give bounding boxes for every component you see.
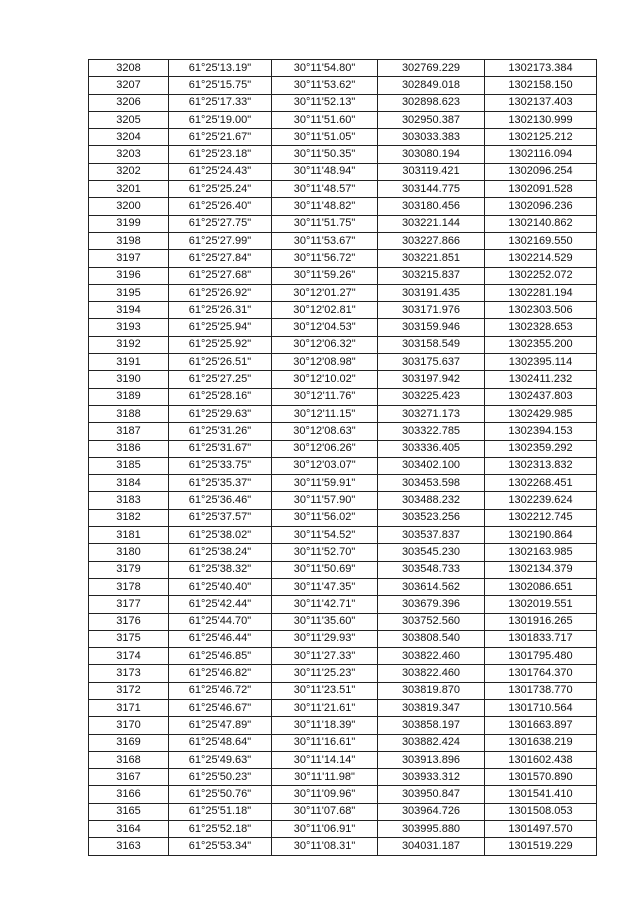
latitude-cell: 61°25'38.24" bbox=[169, 544, 272, 561]
longitude-cell: 30°11'07.68" bbox=[272, 803, 378, 820]
x-coordinate-cell: 303336.405 bbox=[378, 440, 485, 457]
latitude-cell: 61°25'26.31" bbox=[169, 302, 272, 319]
x-coordinate-cell: 303175.637 bbox=[378, 354, 485, 371]
x-coordinate-cell: 303119.421 bbox=[378, 163, 485, 180]
table-row bbox=[89, 94, 597, 111]
x-coordinate-cell: 303950.847 bbox=[378, 786, 485, 803]
longitude-cell: 30°11'11.98" bbox=[272, 769, 378, 786]
x-coordinate-cell: 303221.144 bbox=[378, 215, 485, 232]
longitude-cell: 30°12'02.81" bbox=[272, 302, 378, 319]
x-coordinate-cell: 303913.896 bbox=[378, 751, 485, 768]
latitude-cell: 61°25'38.32" bbox=[169, 561, 272, 578]
latitude-cell: 61°25'50.23" bbox=[169, 769, 272, 786]
latitude-cell: 61°25'49.63" bbox=[169, 751, 272, 768]
longitude-cell: 30°11'51.75" bbox=[272, 215, 378, 232]
point-number-cell: 3178 bbox=[89, 578, 169, 595]
table-row bbox=[89, 388, 597, 405]
x-coordinate-cell: 303752.560 bbox=[378, 613, 485, 630]
table-row bbox=[89, 492, 597, 509]
y-coordinate-cell: 1302313.832 bbox=[485, 457, 597, 474]
y-coordinate-cell: 1302019.551 bbox=[485, 596, 597, 613]
point-number-cell: 3166 bbox=[89, 786, 169, 803]
longitude-cell: 30°11'52.13" bbox=[272, 94, 378, 111]
longitude-cell: 30°11'50.69" bbox=[272, 561, 378, 578]
latitude-cell: 61°25'26.51" bbox=[169, 354, 272, 371]
point-number-cell: 3190 bbox=[89, 371, 169, 388]
y-coordinate-cell: 1302137.403 bbox=[485, 94, 597, 111]
point-number-cell: 3202 bbox=[89, 163, 169, 180]
table-row bbox=[89, 111, 597, 128]
x-coordinate-cell: 303215.837 bbox=[378, 267, 485, 284]
table-row bbox=[89, 769, 597, 786]
y-coordinate-cell: 1301738.770 bbox=[485, 682, 597, 699]
x-coordinate-cell: 303819.870 bbox=[378, 682, 485, 699]
x-coordinate-cell: 303808.540 bbox=[378, 630, 485, 647]
x-coordinate-cell: 303882.424 bbox=[378, 734, 485, 751]
point-number-cell: 3189 bbox=[89, 388, 169, 405]
point-number-cell: 3204 bbox=[89, 129, 169, 146]
x-coordinate-cell: 303523.256 bbox=[378, 509, 485, 526]
table-row bbox=[89, 284, 597, 301]
table-row bbox=[89, 405, 597, 422]
x-coordinate-cell: 303402.100 bbox=[378, 457, 485, 474]
y-coordinate-cell: 1301710.564 bbox=[485, 699, 597, 716]
longitude-cell: 30°11'27.33" bbox=[272, 648, 378, 665]
y-coordinate-cell: 1302303.506 bbox=[485, 302, 597, 319]
table-row bbox=[89, 734, 597, 751]
point-number-cell: 3185 bbox=[89, 457, 169, 474]
table-row bbox=[89, 786, 597, 803]
longitude-cell: 30°11'59.91" bbox=[272, 475, 378, 492]
longitude-cell: 30°11'52.70" bbox=[272, 544, 378, 561]
longitude-cell: 30°11'48.57" bbox=[272, 181, 378, 198]
longitude-cell: 30°11'25.23" bbox=[272, 665, 378, 682]
longitude-cell: 30°11'53.62" bbox=[272, 77, 378, 94]
latitude-cell: 61°25'25.94" bbox=[169, 319, 272, 336]
x-coordinate-cell: 303191.435 bbox=[378, 284, 485, 301]
point-number-cell: 3206 bbox=[89, 94, 169, 111]
longitude-cell: 30°11'35.60" bbox=[272, 613, 378, 630]
x-coordinate-cell: 303822.460 bbox=[378, 648, 485, 665]
latitude-cell: 61°25'48.64" bbox=[169, 734, 272, 751]
y-coordinate-cell: 1302125.212 bbox=[485, 129, 597, 146]
longitude-cell: 30°12'11.15" bbox=[272, 405, 378, 422]
table-row bbox=[89, 232, 597, 249]
longitude-cell: 30°11'51.05" bbox=[272, 129, 378, 146]
y-coordinate-cell: 1302395.114 bbox=[485, 354, 597, 371]
point-number-cell: 3201 bbox=[89, 181, 169, 198]
point-number-cell: 3186 bbox=[89, 440, 169, 457]
x-coordinate-cell: 303933.312 bbox=[378, 769, 485, 786]
longitude-cell: 30°11'06.91" bbox=[272, 821, 378, 838]
y-coordinate-cell: 1302086.651 bbox=[485, 578, 597, 595]
y-coordinate-cell: 1302252.072 bbox=[485, 267, 597, 284]
table-row bbox=[89, 354, 597, 371]
latitude-cell: 61°25'21.67" bbox=[169, 129, 272, 146]
y-coordinate-cell: 1302130.999 bbox=[485, 111, 597, 128]
x-coordinate-cell: 303271.173 bbox=[378, 405, 485, 422]
table-row bbox=[89, 302, 597, 319]
table-row bbox=[89, 198, 597, 215]
point-number-cell: 3176 bbox=[89, 613, 169, 630]
x-coordinate-cell: 303159.946 bbox=[378, 319, 485, 336]
longitude-cell: 30°11'16.61" bbox=[272, 734, 378, 751]
longitude-cell: 30°11'48.82" bbox=[272, 198, 378, 215]
longitude-cell: 30°11'50.35" bbox=[272, 146, 378, 163]
y-coordinate-cell: 1301508.053 bbox=[485, 803, 597, 820]
table-row bbox=[89, 699, 597, 716]
x-coordinate-cell: 302849.018 bbox=[378, 77, 485, 94]
longitude-cell: 30°11'09.96" bbox=[272, 786, 378, 803]
table-row bbox=[89, 371, 597, 388]
point-number-cell: 3195 bbox=[89, 284, 169, 301]
x-coordinate-cell: 303453.598 bbox=[378, 475, 485, 492]
table-row bbox=[89, 146, 597, 163]
point-number-cell: 3170 bbox=[89, 717, 169, 734]
y-coordinate-cell: 1302158.150 bbox=[485, 77, 597, 94]
latitude-cell: 61°25'27.25" bbox=[169, 371, 272, 388]
y-coordinate-cell: 1302096.236 bbox=[485, 198, 597, 215]
longitude-cell: 30°12'01.27" bbox=[272, 284, 378, 301]
point-number-cell: 3193 bbox=[89, 319, 169, 336]
latitude-cell: 61°25'46.72" bbox=[169, 682, 272, 699]
longitude-cell: 30°11'21.61" bbox=[272, 699, 378, 716]
latitude-cell: 61°25'27.68" bbox=[169, 267, 272, 284]
longitude-cell: 30°11'54.52" bbox=[272, 527, 378, 544]
y-coordinate-cell: 1302328.653 bbox=[485, 319, 597, 336]
table-row bbox=[89, 336, 597, 353]
latitude-cell: 61°25'47.89" bbox=[169, 717, 272, 734]
table-row bbox=[89, 717, 597, 734]
table-row bbox=[89, 77, 597, 94]
longitude-cell: 30°11'29.93" bbox=[272, 630, 378, 647]
table-row bbox=[89, 613, 597, 630]
x-coordinate-cell: 303995.880 bbox=[378, 821, 485, 838]
longitude-cell: 30°11'42.71" bbox=[272, 596, 378, 613]
x-coordinate-cell: 303858.197 bbox=[378, 717, 485, 734]
latitude-cell: 61°25'19.00" bbox=[169, 111, 272, 128]
latitude-cell: 61°25'51.18" bbox=[169, 803, 272, 820]
x-coordinate-cell: 303322.785 bbox=[378, 423, 485, 440]
y-coordinate-cell: 1302116.094 bbox=[485, 146, 597, 163]
x-coordinate-cell: 303819.347 bbox=[378, 699, 485, 716]
table-row bbox=[89, 630, 597, 647]
latitude-cell: 61°25'42.44" bbox=[169, 596, 272, 613]
table-row bbox=[89, 561, 597, 578]
x-coordinate-cell: 304031.187 bbox=[378, 838, 485, 855]
x-coordinate-cell: 303614.562 bbox=[378, 578, 485, 595]
y-coordinate-cell: 1301663.897 bbox=[485, 717, 597, 734]
table-row bbox=[89, 267, 597, 284]
latitude-cell: 61°25'50.76" bbox=[169, 786, 272, 803]
longitude-cell: 30°11'59.26" bbox=[272, 267, 378, 284]
table-row bbox=[89, 181, 597, 198]
point-number-cell: 3200 bbox=[89, 198, 169, 215]
latitude-cell: 61°25'27.75" bbox=[169, 215, 272, 232]
longitude-cell: 30°11'47.35" bbox=[272, 578, 378, 595]
y-coordinate-cell: 1302212.745 bbox=[485, 509, 597, 526]
longitude-cell: 30°12'06.32" bbox=[272, 336, 378, 353]
longitude-cell: 30°11'54.80" bbox=[272, 60, 378, 77]
longitude-cell: 30°11'23.51" bbox=[272, 682, 378, 699]
x-coordinate-cell: 303033.383 bbox=[378, 129, 485, 146]
table-row bbox=[89, 509, 597, 526]
coordinates-table bbox=[88, 59, 597, 856]
latitude-cell: 61°25'27.99" bbox=[169, 232, 272, 249]
y-coordinate-cell: 1302411.232 bbox=[485, 371, 597, 388]
longitude-cell: 30°11'57.90" bbox=[272, 492, 378, 509]
point-number-cell: 3171 bbox=[89, 699, 169, 716]
y-coordinate-cell: 1302140.862 bbox=[485, 215, 597, 232]
table-row bbox=[89, 682, 597, 699]
coordinates-table-body bbox=[89, 60, 597, 856]
longitude-cell: 30°11'48.94" bbox=[272, 163, 378, 180]
latitude-cell: 61°25'25.24" bbox=[169, 181, 272, 198]
table-row bbox=[89, 440, 597, 457]
table-row bbox=[89, 596, 597, 613]
latitude-cell: 61°25'28.16" bbox=[169, 388, 272, 405]
y-coordinate-cell: 1302268.451 bbox=[485, 475, 597, 492]
latitude-cell: 61°25'27.84" bbox=[169, 250, 272, 267]
longitude-cell: 30°11'18.39" bbox=[272, 717, 378, 734]
y-coordinate-cell: 1301570.890 bbox=[485, 769, 597, 786]
latitude-cell: 61°25'17.33" bbox=[169, 94, 272, 111]
latitude-cell: 61°25'25.92" bbox=[169, 336, 272, 353]
point-number-cell: 3203 bbox=[89, 146, 169, 163]
point-number-cell: 3197 bbox=[89, 250, 169, 267]
point-number-cell: 3182 bbox=[89, 509, 169, 526]
y-coordinate-cell: 1301764.370 bbox=[485, 665, 597, 682]
longitude-cell: 30°11'56.72" bbox=[272, 250, 378, 267]
latitude-cell: 61°25'46.67" bbox=[169, 699, 272, 716]
table-row bbox=[89, 129, 597, 146]
table-row bbox=[89, 838, 597, 855]
longitude-cell: 30°11'53.67" bbox=[272, 232, 378, 249]
longitude-cell: 30°12'03.07" bbox=[272, 457, 378, 474]
point-number-cell: 3169 bbox=[89, 734, 169, 751]
y-coordinate-cell: 1302169.550 bbox=[485, 232, 597, 249]
latitude-cell: 61°25'26.40" bbox=[169, 198, 272, 215]
x-coordinate-cell: 303080.194 bbox=[378, 146, 485, 163]
x-coordinate-cell: 303822.460 bbox=[378, 665, 485, 682]
longitude-cell: 30°12'11.76" bbox=[272, 388, 378, 405]
table-row bbox=[89, 648, 597, 665]
x-coordinate-cell: 303227.866 bbox=[378, 232, 485, 249]
table-row bbox=[89, 803, 597, 820]
point-number-cell: 3165 bbox=[89, 803, 169, 820]
table-row bbox=[89, 215, 597, 232]
point-number-cell: 3194 bbox=[89, 302, 169, 319]
y-coordinate-cell: 1301833.717 bbox=[485, 630, 597, 647]
latitude-cell: 61°25'26.92" bbox=[169, 284, 272, 301]
latitude-cell: 61°25'33.75" bbox=[169, 457, 272, 474]
longitude-cell: 30°12'06.26" bbox=[272, 440, 378, 457]
x-coordinate-cell: 303964.726 bbox=[378, 803, 485, 820]
table-row bbox=[89, 60, 597, 77]
y-coordinate-cell: 1302281.194 bbox=[485, 284, 597, 301]
y-coordinate-cell: 1302091.528 bbox=[485, 181, 597, 198]
y-coordinate-cell: 1302429.985 bbox=[485, 405, 597, 422]
table-row bbox=[89, 250, 597, 267]
point-number-cell: 3198 bbox=[89, 232, 169, 249]
x-coordinate-cell: 303537.837 bbox=[378, 527, 485, 544]
longitude-cell: 30°12'08.63" bbox=[272, 423, 378, 440]
longitude-cell: 30°11'14.14" bbox=[272, 751, 378, 768]
table-row bbox=[89, 544, 597, 561]
latitude-cell: 61°25'15.75" bbox=[169, 77, 272, 94]
point-number-cell: 3205 bbox=[89, 111, 169, 128]
point-number-cell: 3174 bbox=[89, 648, 169, 665]
point-number-cell: 3164 bbox=[89, 821, 169, 838]
point-number-cell: 3167 bbox=[89, 769, 169, 786]
latitude-cell: 61°25'52.18" bbox=[169, 821, 272, 838]
y-coordinate-cell: 1302437.803 bbox=[485, 388, 597, 405]
y-coordinate-cell: 1301602.438 bbox=[485, 751, 597, 768]
table-row bbox=[89, 578, 597, 595]
latitude-cell: 61°25'31.26" bbox=[169, 423, 272, 440]
x-coordinate-cell: 302898.623 bbox=[378, 94, 485, 111]
table-row bbox=[89, 821, 597, 838]
y-coordinate-cell: 1302173.384 bbox=[485, 60, 597, 77]
point-number-cell: 3188 bbox=[89, 405, 169, 422]
table-row bbox=[89, 527, 597, 544]
table-row bbox=[89, 751, 597, 768]
x-coordinate-cell: 303197.942 bbox=[378, 371, 485, 388]
point-number-cell: 3191 bbox=[89, 354, 169, 371]
latitude-cell: 61°25'46.44" bbox=[169, 630, 272, 647]
point-number-cell: 3172 bbox=[89, 682, 169, 699]
point-number-cell: 3163 bbox=[89, 838, 169, 855]
y-coordinate-cell: 1301795.480 bbox=[485, 648, 597, 665]
longitude-cell: 30°12'10.02" bbox=[272, 371, 378, 388]
y-coordinate-cell: 1302239.624 bbox=[485, 492, 597, 509]
table-row bbox=[89, 319, 597, 336]
latitude-cell: 61°25'31.67" bbox=[169, 440, 272, 457]
y-coordinate-cell: 1301519.229 bbox=[485, 838, 597, 855]
y-coordinate-cell: 1301497.570 bbox=[485, 821, 597, 838]
y-coordinate-cell: 1302394.153 bbox=[485, 423, 597, 440]
y-coordinate-cell: 1302134.379 bbox=[485, 561, 597, 578]
latitude-cell: 61°25'36.46" bbox=[169, 492, 272, 509]
x-coordinate-cell: 303171.976 bbox=[378, 302, 485, 319]
longitude-cell: 30°11'56.02" bbox=[272, 509, 378, 526]
x-coordinate-cell: 303679.396 bbox=[378, 596, 485, 613]
table-row bbox=[89, 457, 597, 474]
latitude-cell: 61°25'37.57" bbox=[169, 509, 272, 526]
latitude-cell: 61°25'24.43" bbox=[169, 163, 272, 180]
latitude-cell: 61°25'44.70" bbox=[169, 613, 272, 630]
x-coordinate-cell: 303548.733 bbox=[378, 561, 485, 578]
point-number-cell: 3199 bbox=[89, 215, 169, 232]
x-coordinate-cell: 303221.851 bbox=[378, 250, 485, 267]
x-coordinate-cell: 303180.456 bbox=[378, 198, 485, 215]
x-coordinate-cell: 303158.549 bbox=[378, 336, 485, 353]
latitude-cell: 61°25'13.19" bbox=[169, 60, 272, 77]
longitude-cell: 30°11'51.60" bbox=[272, 111, 378, 128]
point-number-cell: 3181 bbox=[89, 527, 169, 544]
latitude-cell: 61°25'38.02" bbox=[169, 527, 272, 544]
x-coordinate-cell: 303488.232 bbox=[378, 492, 485, 509]
y-coordinate-cell: 1301916.265 bbox=[485, 613, 597, 630]
point-number-cell: 3187 bbox=[89, 423, 169, 440]
longitude-cell: 30°11'08.31" bbox=[272, 838, 378, 855]
y-coordinate-cell: 1302096.254 bbox=[485, 163, 597, 180]
point-number-cell: 3168 bbox=[89, 751, 169, 768]
point-number-cell: 3175 bbox=[89, 630, 169, 647]
point-number-cell: 3183 bbox=[89, 492, 169, 509]
table-row bbox=[89, 475, 597, 492]
point-number-cell: 3192 bbox=[89, 336, 169, 353]
latitude-cell: 61°25'35.37" bbox=[169, 475, 272, 492]
point-number-cell: 3179 bbox=[89, 561, 169, 578]
latitude-cell: 61°25'23.18" bbox=[169, 146, 272, 163]
latitude-cell: 61°25'46.82" bbox=[169, 665, 272, 682]
point-number-cell: 3173 bbox=[89, 665, 169, 682]
x-coordinate-cell: 302950.387 bbox=[378, 111, 485, 128]
point-number-cell: 3207 bbox=[89, 77, 169, 94]
y-coordinate-cell: 1301638.219 bbox=[485, 734, 597, 751]
y-coordinate-cell: 1302163.985 bbox=[485, 544, 597, 561]
y-coordinate-cell: 1302190.864 bbox=[485, 527, 597, 544]
point-number-cell: 3184 bbox=[89, 475, 169, 492]
latitude-cell: 61°25'40.40" bbox=[169, 578, 272, 595]
latitude-cell: 61°25'53.34" bbox=[169, 838, 272, 855]
y-coordinate-cell: 1301541.410 bbox=[485, 786, 597, 803]
point-number-cell: 3177 bbox=[89, 596, 169, 613]
point-number-cell: 3180 bbox=[89, 544, 169, 561]
x-coordinate-cell: 303225.423 bbox=[378, 388, 485, 405]
y-coordinate-cell: 1302359.292 bbox=[485, 440, 597, 457]
x-coordinate-cell: 303144.775 bbox=[378, 181, 485, 198]
longitude-cell: 30°12'04.53" bbox=[272, 319, 378, 336]
table-row bbox=[89, 665, 597, 682]
x-coordinate-cell: 303545.230 bbox=[378, 544, 485, 561]
table-row bbox=[89, 423, 597, 440]
x-coordinate-cell: 302769.229 bbox=[378, 60, 485, 77]
latitude-cell: 61°25'29.63" bbox=[169, 405, 272, 422]
y-coordinate-cell: 1302355.200 bbox=[485, 336, 597, 353]
latitude-cell: 61°25'46.85" bbox=[169, 648, 272, 665]
table-row bbox=[89, 163, 597, 180]
y-coordinate-cell: 1302214.529 bbox=[485, 250, 597, 267]
point-number-cell: 3208 bbox=[89, 60, 169, 77]
longitude-cell: 30°12'08.98" bbox=[272, 354, 378, 371]
point-number-cell: 3196 bbox=[89, 267, 169, 284]
